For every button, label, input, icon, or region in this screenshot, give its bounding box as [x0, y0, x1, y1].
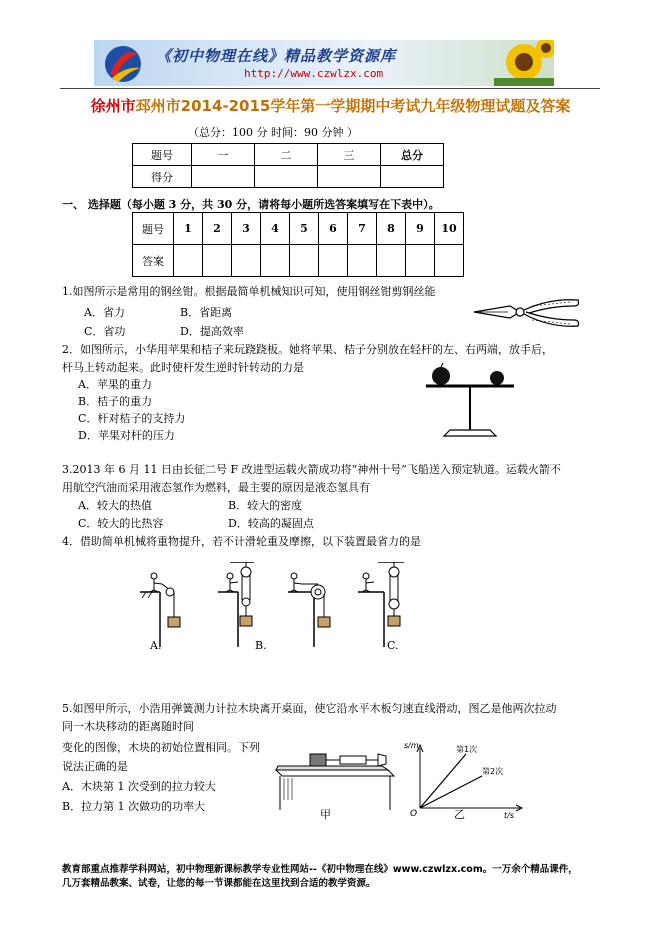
answer-table-answer-row — [133, 245, 464, 277]
q5-fig-jia: 甲 — [320, 808, 331, 821]
pliers-icon — [470, 294, 582, 334]
answer-cell[interactable] — [435, 245, 464, 277]
graph-xlabel: t/s — [504, 811, 514, 820]
q5-stem-line2: 同一木块移动的距离随时间 — [62, 720, 194, 733]
score-cell: 题号 — [133, 144, 192, 166]
spring-scale-figure — [270, 740, 400, 815]
header-banner — [94, 40, 554, 86]
answer-cell: 8 — [377, 213, 406, 245]
answer-cell: 4 — [261, 213, 290, 245]
q3-stem-line2: 用航空汽油而采用液态氢作为燃料，最主要的原因是液态氢具有 — [62, 481, 370, 494]
q2-option-b: B．桔子的重力 — [78, 395, 153, 408]
seesaw-icon — [420, 360, 520, 440]
q3-stem-line1: 3.2013 年 6 月 11 日由长征二号 F 改进型运载火箭成功将“神州十号”飞船送入预定轨道。运载火箭不 — [62, 463, 561, 476]
pulley-figure-d — [358, 562, 404, 647]
score-cell[interactable] — [192, 166, 255, 188]
section1-heading: 一、 选择题（每小题 3 分，共 30 分，请将每小题所选答案填写在下表中）。 — [62, 198, 440, 211]
score-cell: 一 — [192, 144, 255, 166]
graph-line1-label: 第1次 — [456, 745, 478, 754]
footer-line2: 几万套精品教案、试卷，让您的每一节课都能在这里找到合适的教学资源。 — [62, 878, 376, 889]
q2-stem-line2: 杆马上转动起来。此时使杆发生逆时针转动的力是 — [62, 361, 304, 374]
answer-cell: 题号 — [133, 213, 174, 245]
score-cell: 二 — [255, 144, 318, 166]
score-cell: 三 — [318, 144, 381, 166]
q4-stem: 4．借助简单机械将重物提升，若不计滑轮重及摩擦，以下装置最省力的是 — [62, 535, 421, 548]
answer-cell[interactable] — [174, 245, 203, 277]
score-table — [132, 143, 444, 188]
q1-option-a: A．省力 — [84, 306, 125, 319]
pulley-figure-c — [288, 573, 330, 647]
answer-cell[interactable] — [290, 245, 319, 277]
pulley-figure-a — [140, 573, 180, 647]
q5-fig-yi: 乙 — [454, 808, 465, 821]
answer-cell[interactable] — [406, 245, 435, 277]
answer-cell[interactable] — [348, 245, 377, 277]
score-cell[interactable] — [255, 166, 318, 188]
score-cell: 总分 — [381, 144, 444, 166]
graph-origin: O — [410, 809, 418, 819]
q2-option-c: C．杆对桔子的支持力 — [78, 412, 186, 425]
distance-time-graph — [400, 740, 530, 820]
q4-label-c: C. — [387, 639, 399, 652]
score-cell[interactable] — [381, 166, 444, 188]
graph-line2-label: 第2次 — [482, 767, 504, 776]
exam-info: （总分：100 分 时间：90 分钟 ） — [188, 126, 358, 139]
q1-stem: 1.如图所示是常用的钢丝钳。根据最简单机械知识可知，使用钢丝钳剪钢丝能 — [62, 285, 436, 298]
answer-cell[interactable] — [377, 245, 406, 277]
page-footer — [62, 863, 602, 891]
exam-title-city: 徐州市 — [90, 97, 136, 115]
footer-line1: 教育部重点推荐学科网站，初中物理新课标教学专业性网站--《初中物理在线》www.czwlzx.com。一万余个精品课件， — [62, 864, 578, 875]
banner-url: http://www.czwlzx.com — [244, 67, 384, 80]
answer-cell[interactable] — [203, 245, 232, 277]
answer-table — [132, 212, 464, 277]
q1-option-d: D．提高效率 — [180, 325, 244, 338]
q2-option-d: D．苹果对杆的压力 — [78, 429, 175, 442]
q4-label-a: A. — [150, 639, 162, 652]
answer-cell[interactable] — [261, 245, 290, 277]
answer-cell: 答案 — [133, 245, 174, 277]
graph-line-1 — [420, 754, 466, 808]
graph-ylabel: s/m — [404, 741, 419, 750]
q2-option-a: A．苹果的重力 — [78, 378, 152, 391]
answer-table-header-row — [133, 213, 464, 245]
q3-option-c: C．较大的比热容 — [78, 517, 164, 530]
answer-cell: 5 — [290, 213, 319, 245]
answer-cell: 9 — [406, 213, 435, 245]
q5-stem-line1: 5.如图甲所示，小浩用弹簧测力计拉木块离开桌面，使它沿水平木板匀速直线滑动，图乙是他两次拉动 — [62, 702, 557, 715]
exam-title — [0, 95, 661, 116]
q5-stem-line3: 变化的图像，木块的初始位置相同。下列 — [62, 741, 260, 754]
q5-stem-line4: 说法正确的是 — [62, 760, 128, 773]
score-table-score-row — [133, 166, 444, 188]
q1-option-b: B．省距离 — [180, 306, 233, 319]
answer-cell: 7 — [348, 213, 377, 245]
answer-cell: 6 — [319, 213, 348, 245]
q2-stem-line1: 2．如图所示，小华用苹果和桔子来玩跷跷板。她将苹果、桔子分别放在轻杆的左、右两端，放手后， — [62, 343, 553, 356]
answer-cell: 10 — [435, 213, 464, 245]
score-table-header-row — [133, 144, 444, 166]
q3-option-d: D．较高的凝固点 — [228, 517, 314, 530]
q5-option-b: B．拉力第 1 次做功的功率大 — [62, 800, 206, 813]
answer-cell[interactable] — [319, 245, 348, 277]
answer-cell[interactable] — [232, 245, 261, 277]
score-cell: 得分 — [133, 166, 192, 188]
pulley-figure-b — [218, 562, 254, 647]
q4-label-b: B. — [255, 639, 267, 652]
q3-option-b: B．较大的密度 — [228, 499, 303, 512]
site-logo-icon — [102, 44, 144, 84]
q1-option-c: C．省功 — [84, 325, 126, 338]
answer-cell: 2 — [203, 213, 232, 245]
header-divider — [60, 88, 600, 89]
banner-title: 《初中物理在线》精品教学资源库 — [156, 47, 397, 65]
answer-cell: 1 — [174, 213, 203, 245]
answer-cell: 3 — [232, 213, 261, 245]
sunflower-icon — [494, 40, 554, 86]
q5-option-a: A．木块第 1 次受到的拉力较大 — [62, 780, 216, 793]
exam-title-rest: 邳州市2014-2015学年第一学期期中考试九年级物理试题及答案 — [135, 97, 571, 115]
score-cell[interactable] — [318, 166, 381, 188]
graph-line-2 — [420, 776, 482, 808]
q3-option-a: A．较大的热值 — [78, 499, 152, 512]
